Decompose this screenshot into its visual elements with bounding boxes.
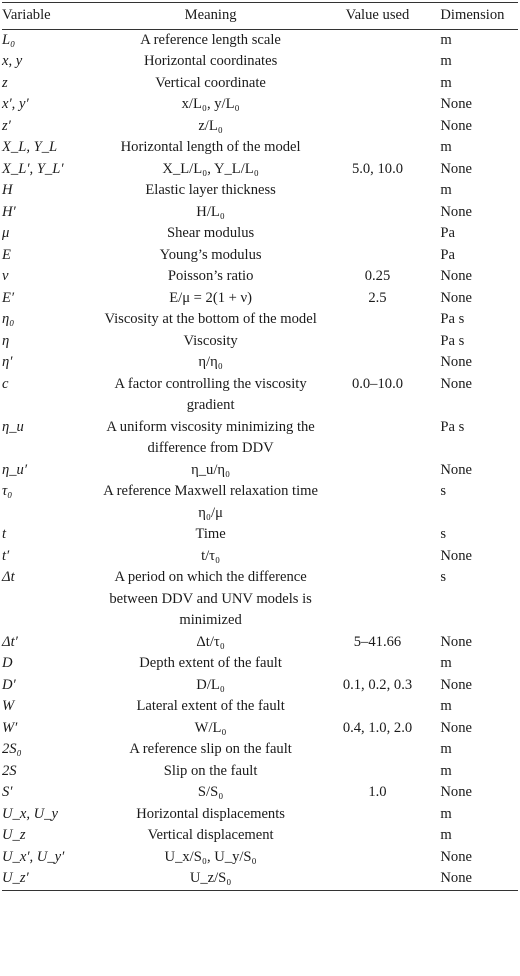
meaning-cell: Young’s modulus bbox=[159, 246, 262, 263]
dimension-cell: None bbox=[440, 547, 472, 564]
meaning-cell: A reference Maxwell relaxation time η₀/μ bbox=[103, 483, 318, 521]
table-header bbox=[2, 3, 518, 30]
variable-cell: U_x′, U_y′ bbox=[2, 848, 65, 865]
meaning-cell: X_L/L₀, Y_L/L₀ bbox=[162, 160, 259, 177]
table-row bbox=[2, 632, 518, 654]
dimension-cell: None bbox=[440, 289, 472, 306]
header-variable: Variable bbox=[2, 7, 51, 23]
meaning-cell: z/L₀ bbox=[198, 117, 223, 134]
value-cell bbox=[323, 180, 433, 202]
table-row bbox=[2, 116, 518, 138]
variable-cell: t′ bbox=[2, 547, 10, 564]
table-row bbox=[2, 546, 518, 568]
header-row bbox=[2, 3, 518, 30]
header-dimension: Dimension bbox=[440, 7, 505, 23]
dimension-cell: m bbox=[440, 53, 452, 69]
dimension-cell: None bbox=[440, 870, 472, 886]
table-row bbox=[2, 73, 518, 95]
value-cell bbox=[323, 29, 433, 51]
header-value-used: Value used bbox=[345, 7, 410, 23]
table-row bbox=[2, 718, 518, 740]
value-cell bbox=[323, 202, 433, 224]
table-row bbox=[2, 94, 518, 116]
variable-cell: z′ bbox=[2, 117, 11, 134]
table-row bbox=[2, 288, 518, 310]
value-cell bbox=[323, 73, 433, 95]
variable-cell: U_z′ bbox=[2, 870, 29, 886]
value-cell: 0.25 bbox=[364, 268, 391, 284]
meaning-cell: Viscosity bbox=[183, 332, 238, 349]
value-cell bbox=[323, 546, 433, 568]
dimension-cell: s bbox=[440, 526, 447, 542]
value-cell bbox=[323, 481, 433, 524]
value-cell: 5–41.66 bbox=[353, 633, 402, 650]
dimension-cell: None bbox=[440, 203, 472, 220]
value-cell bbox=[323, 653, 433, 675]
dimension-cell: None bbox=[440, 268, 472, 284]
value-cell bbox=[323, 223, 433, 245]
dimension-cell: m bbox=[440, 182, 452, 198]
dimension-cell: m bbox=[440, 74, 452, 91]
dimension-cell: m bbox=[440, 31, 452, 48]
dimension-cell: Pa s bbox=[440, 418, 465, 435]
dimension-cell: None bbox=[440, 160, 472, 177]
variable-cell: 2S₀ bbox=[2, 741, 22, 757]
dimension-cell: None bbox=[440, 96, 472, 112]
variable-cell: S′ bbox=[2, 784, 13, 800]
meaning-cell: A period on which the difference between DDV and UNV models is minimized bbox=[109, 569, 312, 628]
variable-cell: ν bbox=[2, 268, 9, 284]
meaning-cell: Vertical coordinate bbox=[155, 74, 266, 91]
table-row bbox=[2, 51, 518, 73]
dimension-cell: Pa bbox=[440, 246, 455, 263]
variable-cell: U_x, U_y bbox=[2, 805, 58, 822]
value-cell bbox=[323, 309, 433, 331]
value-cell: 1.0 bbox=[368, 784, 387, 800]
variable-cell: x, y bbox=[2, 53, 23, 69]
table-row bbox=[2, 159, 518, 181]
variable-cell: t bbox=[2, 526, 7, 542]
table-row bbox=[2, 202, 518, 224]
meaning-cell: A uniform viscosity minimizing the difference from DDV bbox=[106, 418, 315, 456]
table-row bbox=[2, 29, 518, 51]
meaning-cell: H/L₀ bbox=[196, 203, 225, 220]
dimension-cell: Pa bbox=[440, 225, 455, 241]
variable-cell: η_u′ bbox=[2, 461, 28, 478]
table-body bbox=[2, 29, 518, 890]
meaning-cell: A reference length scale bbox=[140, 31, 281, 48]
meaning-cell: Horizontal length of the model bbox=[120, 139, 301, 155]
variable-cell: η₀ bbox=[2, 311, 15, 327]
table-row bbox=[2, 352, 518, 374]
dimension-cell: None bbox=[440, 784, 472, 800]
dimension-cell: None bbox=[440, 633, 472, 650]
table-row bbox=[2, 481, 518, 524]
value-cell bbox=[323, 137, 433, 159]
dimension-cell: s bbox=[440, 483, 447, 499]
meaning-cell: D/L₀ bbox=[196, 676, 225, 693]
variable-cell: D bbox=[2, 655, 13, 671]
variable-cell: x′, y′ bbox=[2, 96, 29, 112]
value-cell bbox=[323, 460, 433, 482]
meaning-cell: t/τ₀ bbox=[201, 547, 221, 564]
variable-cell: η_u bbox=[2, 418, 24, 435]
meaning-cell: Lateral extent of the fault bbox=[136, 698, 285, 714]
dimension-cell: m bbox=[440, 827, 452, 843]
variable-cell: H′ bbox=[2, 203, 16, 220]
value-cell bbox=[323, 331, 433, 353]
table-row bbox=[2, 847, 518, 869]
dimension-cell: m bbox=[440, 139, 452, 155]
dimension-cell: None bbox=[440, 676, 472, 693]
table-row bbox=[2, 653, 518, 675]
variable-cell: X_L′, Y_L′ bbox=[2, 160, 64, 177]
table-row bbox=[2, 180, 518, 202]
meaning-cell: A reference slip on the fault bbox=[129, 741, 292, 757]
value-cell bbox=[323, 761, 433, 783]
meaning-cell: U_z/S₀ bbox=[189, 870, 232, 886]
meaning-cell: Vertical displacement bbox=[147, 827, 274, 843]
meaning-cell: Poisson’s ratio bbox=[167, 268, 254, 284]
value-cell bbox=[323, 352, 433, 374]
value-cell bbox=[323, 245, 433, 267]
table-row bbox=[2, 675, 518, 697]
value-cell bbox=[323, 94, 433, 116]
table-row bbox=[2, 782, 518, 804]
value-cell: 0.1, 0.2, 0.3 bbox=[342, 676, 413, 693]
dimension-cell: m bbox=[440, 698, 452, 714]
value-cell bbox=[323, 696, 433, 718]
variable-cell: 2S bbox=[2, 762, 17, 779]
value-cell bbox=[323, 804, 433, 826]
variable-cell: Δt bbox=[2, 569, 15, 585]
variable-cell: η′ bbox=[2, 354, 13, 370]
dimension-cell: m bbox=[440, 805, 452, 822]
dimension-cell: None bbox=[440, 354, 472, 370]
value-cell bbox=[323, 567, 433, 632]
table-row bbox=[2, 460, 518, 482]
table-row bbox=[2, 266, 518, 288]
meaning-cell: Horizontal coordinates bbox=[143, 53, 278, 69]
variable-cell: c bbox=[2, 375, 9, 392]
value-cell: 2.5 bbox=[368, 289, 387, 306]
meaning-cell: Slip on the fault bbox=[163, 762, 258, 779]
table-row bbox=[2, 868, 518, 890]
table-row bbox=[2, 331, 518, 353]
dimension-cell: s bbox=[440, 569, 447, 585]
variable-cell: z bbox=[2, 74, 8, 91]
meaning-cell: η_u/η₀ bbox=[191, 461, 231, 478]
dimension-cell: None bbox=[440, 375, 472, 392]
dimension-cell: None bbox=[440, 848, 472, 865]
value-cell: 0.0–10.0 bbox=[351, 375, 404, 392]
table-row bbox=[2, 309, 518, 331]
variable-cell: X_L, Y_L bbox=[2, 139, 58, 155]
variable-cell: W bbox=[2, 698, 15, 714]
value-cell bbox=[323, 847, 433, 869]
meaning-cell: A factor controlling the viscosity gradient bbox=[114, 375, 307, 413]
variable-cell: H bbox=[2, 182, 13, 198]
table-row bbox=[2, 696, 518, 718]
table-row bbox=[2, 804, 518, 826]
variable-cell: E bbox=[2, 246, 11, 263]
variables-table bbox=[2, 2, 518, 891]
variable-cell: W′ bbox=[2, 719, 18, 736]
value-cell bbox=[323, 739, 433, 761]
variable-cell: L₀ bbox=[2, 31, 16, 48]
dimension-cell: None bbox=[440, 719, 472, 736]
meaning-cell: W/L₀ bbox=[194, 719, 227, 736]
meaning-cell: U_x/S₀, U_y/S₀ bbox=[164, 848, 257, 865]
dimension-cell: Pa s bbox=[440, 311, 465, 327]
meaning-cell: Time bbox=[195, 526, 226, 542]
variable-cell: U_z bbox=[2, 827, 26, 843]
dimension-cell: m bbox=[440, 762, 452, 779]
table-row bbox=[2, 374, 518, 417]
meaning-cell: Depth extent of the fault bbox=[139, 655, 282, 671]
variable-cell: D′ bbox=[2, 676, 16, 693]
meaning-cell: E/μ = 2(1 + ν) bbox=[169, 289, 252, 306]
table-row bbox=[2, 825, 518, 847]
table-row bbox=[2, 761, 518, 783]
variable-cell: μ bbox=[2, 225, 10, 241]
meaning-cell: Shear modulus bbox=[167, 225, 255, 241]
variable-cell: E′ bbox=[2, 289, 15, 306]
variable-cell: Δt′ bbox=[2, 633, 18, 650]
meaning-cell: Elastic layer thickness bbox=[145, 182, 276, 198]
meaning-cell: Viscosity at the bottom of the model bbox=[104, 311, 317, 327]
value-cell bbox=[323, 868, 433, 890]
value-cell: 5.0, 10.0 bbox=[351, 160, 404, 177]
value-cell: 0.4, 1.0, 2.0 bbox=[342, 719, 413, 736]
value-cell bbox=[323, 524, 433, 546]
meaning-cell: S/S₀ bbox=[197, 784, 224, 800]
value-cell bbox=[323, 825, 433, 847]
meaning-cell: η/η₀ bbox=[198, 354, 223, 370]
dimension-cell: Pa s bbox=[440, 332, 465, 349]
table-row bbox=[2, 223, 518, 245]
variable-cell: τ₀ bbox=[2, 483, 13, 499]
table-row bbox=[2, 739, 518, 761]
dimension-cell: None bbox=[440, 117, 472, 134]
value-cell bbox=[323, 417, 433, 460]
table-row bbox=[2, 417, 518, 460]
meaning-cell: Δt/τ₀ bbox=[196, 633, 225, 650]
dimension-cell: m bbox=[440, 741, 452, 757]
variable-cell: η bbox=[2, 332, 10, 349]
table-row bbox=[2, 137, 518, 159]
dimension-cell: m bbox=[440, 655, 452, 671]
table-row bbox=[2, 245, 518, 267]
value-cell bbox=[323, 51, 433, 73]
header-meaning: Meaning bbox=[184, 7, 237, 23]
meaning-cell: x/L₀, y/L₀ bbox=[181, 96, 240, 112]
table-row bbox=[2, 524, 518, 546]
meaning-cell: Horizontal displacements bbox=[136, 805, 285, 822]
value-cell bbox=[323, 116, 433, 138]
table-row bbox=[2, 567, 518, 632]
dimension-cell: None bbox=[440, 461, 472, 478]
